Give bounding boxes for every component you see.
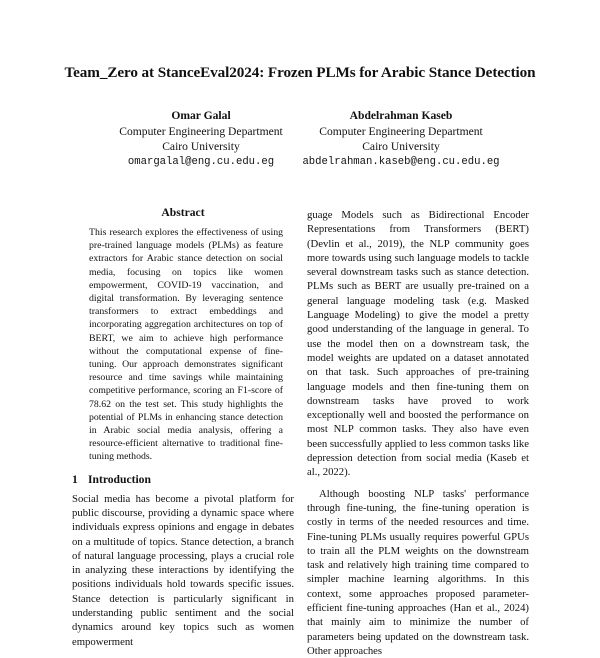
right-column — [307, 200, 529, 658]
body-paragraph-2: Although boosting NLP tasks' performance through fine-tuning, the fine-tuning operation is costly in terms of the needed resources and time. Fine-tuning PLMs usually requires powerful GPUs to train all the PLM weights on the downstream task and relatively high training time compared to simpler machine learning algorithms. In this context, some approaches proposed parameter-efficient fine-tuning approaches (Han et al., 2024) that mainly aim to minimize the number of parameters being updated on the downstream task. Other approaches — [307, 487, 529, 657]
author-block-1 — [92, 108, 310, 170]
section-heading-introduction — [72, 473, 294, 486]
abstract-text: This research explores the effectiveness of using pre-trained language models (PLMs) as feature extractors for Arabic stance detection on social media, focusing on topics like women empowerment, COVID-19 vaccination, and digital transformation. By leveraging sentence transformers to extract embeddings and incorporating aggregation architectures on top of BERT, we aim to achieve high performance without the computational expense of fine-tuning. Our approach demonstrates significant resource and time savings while maintaining competitive performance, scoring an F1-score of 78.62 on the test set. This study highlights the potential of PLMs in enhancing stance detection in Arabic social media analysis, offering a resource-efficient alternative to traditional fine-tuning methods. — [89, 227, 283, 463]
author-email: omargalal@eng.cu.edu.eg — [127, 155, 275, 168]
paper-title: Team_Zero at StanceEval2024: Frozen PLMs for Arabic Stance Detection — [64, 64, 536, 81]
left-column — [72, 200, 294, 649]
author-department: Computer Engineering Department — [119, 124, 283, 138]
author-block-2 — [292, 108, 510, 170]
body-paragraph-1: guage Models such as Bidirectional Encoder Representations from Transformers (BERT) (Devlin et al., 2019), the NLP community goes more towards using such language models to tackle several downstream tasks such as stance detection. PLMs such as BERT are usually pre-trained on a general language modeling task (e.g. Masked Language Modeling) to give the model a pretty good understanding of the language in general. To use the model then on a downstream task, the model weights are updated on a dataset annotated on that task. Such approaches of pre-training language models and then fine-tuning them on downstream tasks have proved to work exceptionally well and boosted the performance on most NLP common tasks. They also have even been successfully applied to less common tasks like depression detection from social media (Kaseb et al., 2022). — [307, 209, 529, 479]
abstract-heading: Abstract — [161, 206, 205, 219]
author-name: Omar Galal — [171, 109, 231, 122]
intro-paragraph: Social media has become a pivotal platform for public discourse, providing a dynamic space where individuals express opinions and engage in debates on a multitude of topics. Stance detection, a branch of natural language processing, plays a crucial role in analyzing these interactions by identifying the positions individuals hold towards specific issues. Stance detection is particularly significant in understanding public sentiment and the social dynamics around key topics such as women empowerment — [72, 492, 294, 648]
section-title: Introduction — [88, 472, 151, 486]
author-name: Abdelrahman Kaseb — [349, 109, 453, 122]
author-department: Computer Engineering Department — [319, 124, 483, 138]
author-university: Cairo University — [362, 140, 440, 153]
author-university: Cairo University — [162, 140, 240, 153]
section-number: 1 — [72, 472, 78, 486]
author-email: abdelrahman.kaseb@eng.cu.edu.eg — [302, 155, 500, 168]
